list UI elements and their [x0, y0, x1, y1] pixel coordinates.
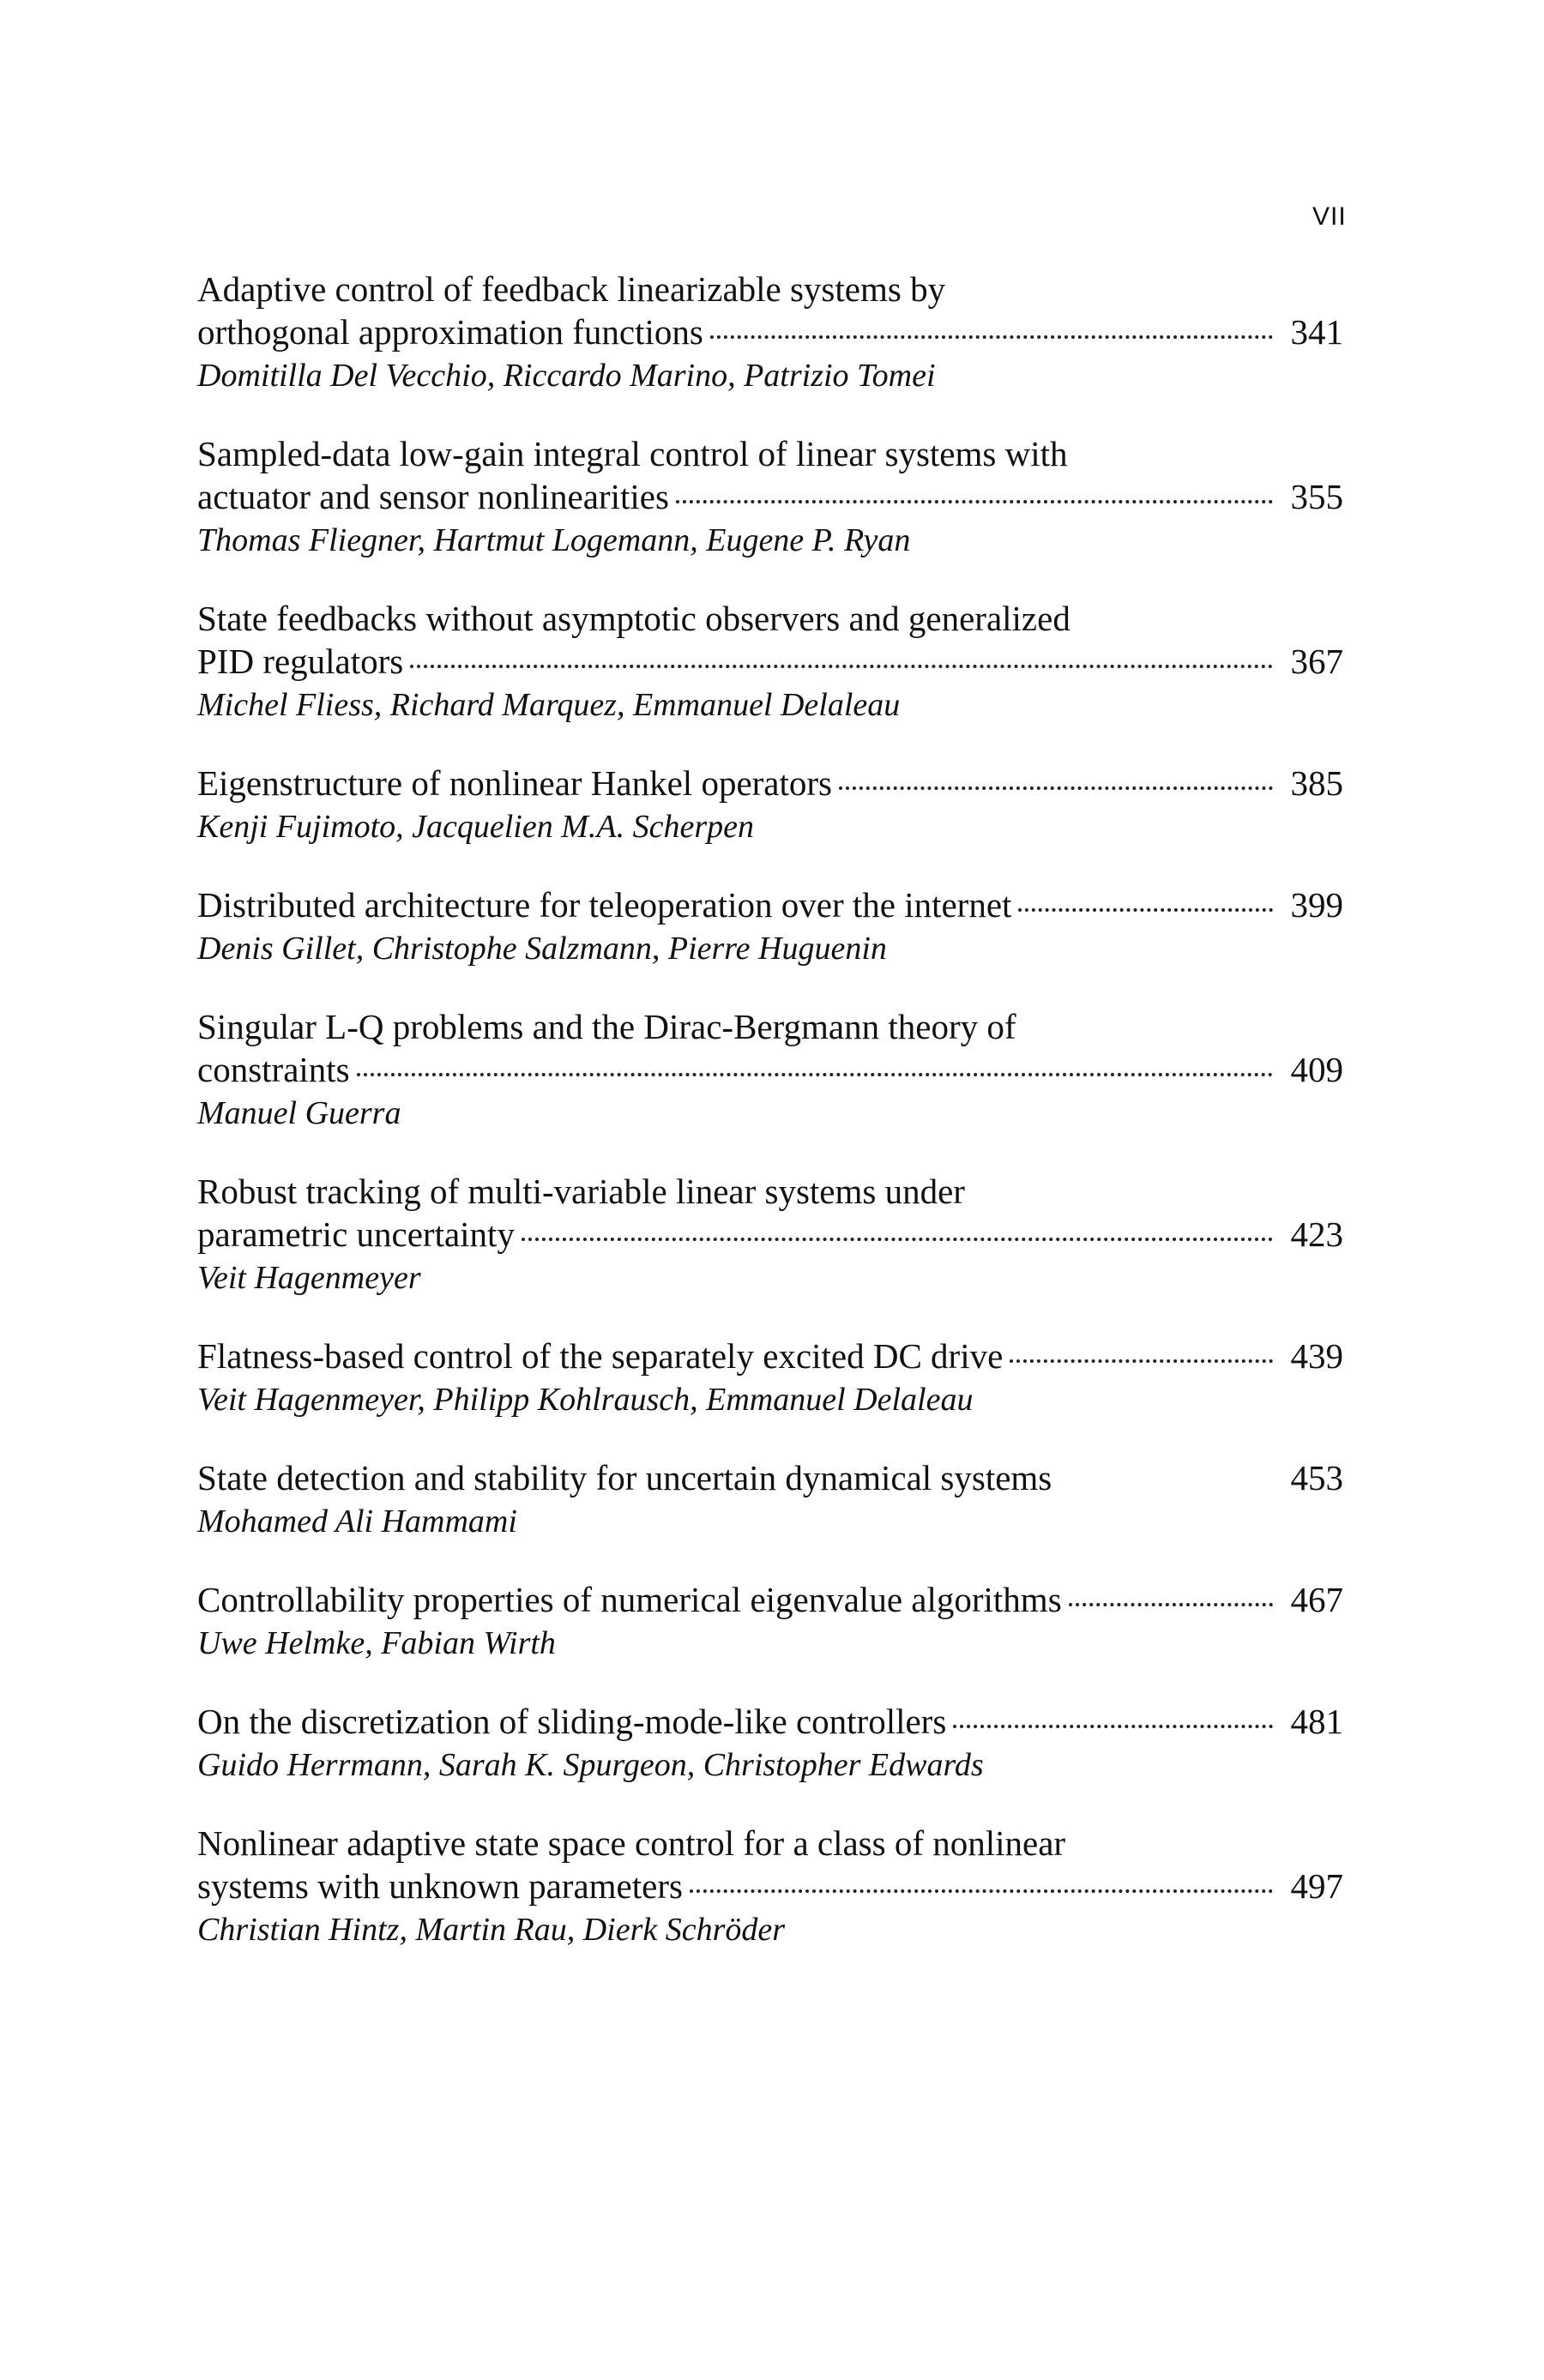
dot-leader [410, 665, 1273, 668]
entry-authors: Kenji Fujimoto, Jacquelien M.A. Scherpen [197, 809, 754, 845]
entry-title-final-line [197, 1578, 1343, 1621]
entry-title-final-line [197, 1335, 1343, 1377]
entry-title [197, 883, 1343, 926]
entry-title [197, 1005, 1343, 1091]
dot-leader [953, 1725, 1273, 1728]
entry-title [197, 1822, 1343, 1907]
entry-page-number: 341 [1290, 312, 1343, 352]
entry-title [197, 268, 1343, 353]
entry-page-number: 367 [1290, 642, 1343, 681]
entry-page-number: 355 [1290, 477, 1343, 516]
toc-entry [197, 432, 1343, 561]
entry-title-line: Robust tracking of multi-variable linear systems under [197, 1172, 965, 1211]
dot-leader [522, 1238, 1273, 1241]
dot-leader [1010, 1359, 1273, 1363]
entry-page-number: 399 [1290, 885, 1343, 925]
entry-title [197, 432, 1343, 518]
toc-entry [197, 597, 1343, 726]
entry-title-final-line [197, 640, 1343, 683]
toc-entry [197, 1456, 1343, 1542]
entry-authors: Veit Hagenmeyer [197, 1260, 421, 1296]
entry-title-final-line [197, 883, 1343, 926]
entry-authors: Veit Hagenmeyer, Philipp Kohlrausch, Emmanuel Delaleau [197, 1382, 974, 1418]
entry-page-number: 439 [1290, 1336, 1343, 1376]
entry-title-text: parametric uncertainty [197, 1214, 515, 1254]
entry-title-text: actuator and sensor nonlinearities [197, 477, 669, 516]
entry-page-number: 481 [1290, 1702, 1343, 1741]
entry-authors: Christian Hintz, Martin Rau, Dierk Schröder [197, 1912, 786, 1948]
dot-leader [676, 500, 1273, 503]
page-number: VII [1312, 202, 1347, 231]
toc-entry [197, 1335, 1343, 1420]
table-of-contents [197, 268, 1343, 1986]
entry-title-final-line [197, 475, 1343, 518]
entry-page-number: 385 [1290, 763, 1343, 803]
entry-title-final-line [197, 762, 1343, 804]
toc-entry [197, 1170, 1343, 1298]
entry-title [197, 1170, 1343, 1256]
entry-title [197, 1335, 1343, 1377]
entry-title [197, 1578, 1343, 1621]
toc-entry [197, 1578, 1343, 1664]
entry-title-line: Adaptive control of feedback linearizable systems by [197, 269, 946, 309]
entry-page-number: 497 [1290, 1866, 1343, 1906]
entry-title [197, 1700, 1343, 1743]
dot-leader [1018, 908, 1273, 912]
entry-title-text: Flatness-based control of the separately excited DC drive [197, 1336, 1004, 1376]
entry-authors: Domitilla Del Vecchio, Riccardo Marino, Patrizio Tomei [197, 358, 936, 394]
entry-authors: Uwe Helmke, Fabian Wirth [197, 1625, 556, 1661]
entry-title-text: On the discretization of sliding-mode-like controllers [197, 1702, 947, 1741]
entry-title-final-line [197, 310, 1343, 353]
entry-authors: Denis Gillet, Christophe Salzmann, Pierre Huguenin [197, 931, 887, 967]
entry-title-line: Singular L-Q problems and the Dirac-Bergmann theory of [197, 1007, 1016, 1046]
entry-page-number: 467 [1290, 1580, 1343, 1619]
dot-leader [357, 1073, 1273, 1076]
entry-title-final-line [197, 1700, 1343, 1743]
dot-leader [690, 1889, 1273, 1893]
entry-page-number: 453 [1290, 1458, 1343, 1497]
dot-leader [839, 786, 1273, 790]
entry-title-line: Sampled-data low-gain integral control of linear systems with [197, 434, 1068, 473]
entry-title-line: Nonlinear adaptive state space control for a class of nonlinear [197, 1823, 1066, 1863]
entry-title-text: systems with unknown parameters [197, 1866, 683, 1906]
entry-title-text: orthogonal approximation functions [197, 312, 703, 352]
entry-title-text: Distributed architecture for teleoperation over the internet [197, 885, 1012, 925]
entry-authors: Guido Herrmann, Sarah K. Spurgeon, Christopher Edwards [197, 1747, 984, 1783]
dot-leader [710, 335, 1273, 339]
entry-authors: Manuel Guerra [197, 1095, 401, 1131]
entry-authors: Thomas Fliegner, Hartmut Logemann, Eugene P. Ryan [197, 522, 911, 558]
entry-title-line: State feedbacks without asymptotic observers and generalized [197, 599, 1071, 638]
entry-authors: Mohamed Ali Hammami [197, 1503, 517, 1539]
dot-leader [1069, 1603, 1273, 1606]
entry-title-final-line [197, 1865, 1343, 1907]
toc-entry [197, 762, 1343, 847]
entry-title-text: State detection and stability for uncertain dynamical systems [197, 1458, 1052, 1497]
toc-entry [197, 883, 1343, 969]
entry-title-final-line [197, 1456, 1343, 1499]
entry-title-final-line [197, 1213, 1343, 1256]
entry-title [197, 1456, 1343, 1499]
toc-entry [197, 1822, 1343, 1950]
toc-entry [197, 1700, 1343, 1786]
entry-page-number: 423 [1290, 1214, 1343, 1254]
entry-title-text: constraints [197, 1050, 350, 1089]
entry-title [197, 762, 1343, 804]
entry-page-number: 409 [1290, 1050, 1343, 1089]
entry-authors: Michel Fliess, Richard Marquez, Emmanuel Delaleau [197, 687, 901, 723]
toc-entry [197, 268, 1343, 396]
entry-title [197, 597, 1343, 683]
entry-title-final-line [197, 1048, 1343, 1091]
entry-title-text: Controllability properties of numerical eigenvalue algorithms [197, 1580, 1062, 1619]
toc-entry [197, 1005, 1343, 1134]
entry-title-text: PID regulators [197, 642, 404, 681]
entry-title-text: Eigenstructure of nonlinear Hankel operators [197, 763, 833, 803]
